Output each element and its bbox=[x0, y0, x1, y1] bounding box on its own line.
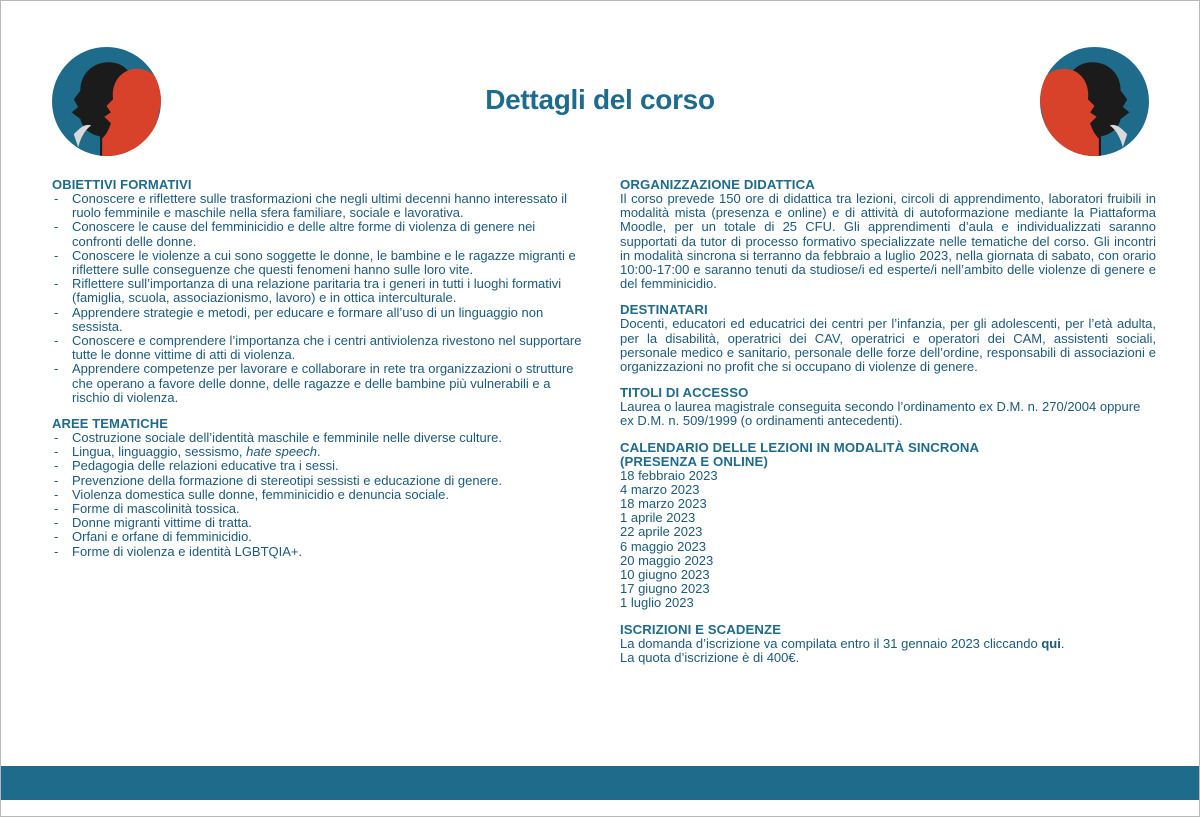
calendar-date: 4 marzo 2023 bbox=[620, 481, 700, 497]
access-section bbox=[620, 386, 1156, 428]
list-item: - Donne migranti vittime di tratta. bbox=[52, 516, 582, 530]
areas-heading: AREE TEMATICHE bbox=[52, 416, 168, 432]
objectives-list bbox=[52, 192, 582, 405]
access-heading: TITOLI DI ACCESSO bbox=[620, 385, 749, 401]
registration-text: La domanda d’iscrizione va compilata entro il 31 gennaio 2023 cliccando bbox=[620, 635, 1042, 651]
list-item: - Forme di violenza e identità LGBTQIA+. bbox=[52, 545, 582, 559]
list-item: - Costruzione sociale dell’identità maschile e femminile nelle diverse culture. bbox=[52, 431, 582, 445]
left-column bbox=[52, 178, 582, 571]
recipients-heading: DESTINATARI bbox=[620, 302, 708, 318]
list-item bbox=[52, 445, 582, 459]
organization-text: Il corso prevede 150 ore di didattica tra lezioni, circoli di apprendimento, laboratori fruibili in modalità mista (presenza e online) e di attività di autoformazione mediante la Piattaforma Moodle, per un totale di 25 CFU. Gli apprendimenti d’aula e individualizzati saranno supportati da tutor di processo formativo specializzate nelle tematiche del corso. Gli incontri in modalità sincrona si terranno da febbraio a luglio 2023, nella giornata di sabato, con orario 10:00-17:00 e saranno tenuti da studiose/i ed esperte/i nell’ambito delle violenze di genere e del femminicidio. bbox=[620, 191, 1156, 292]
list-item: - Conoscere e riflettere sulle trasformazioni che negli ultimi decenni hanno interessato il ruolo femminile e maschile nella sfera familiare, sociale e lavorativa. bbox=[52, 192, 582, 220]
list-item: - Riflettere sull’importanza di una relazione paritaria tra i generi in tutti i luoghi formativi (famiglia, scuola, associazionismo, lavoro) e in ottica interculturale. bbox=[52, 277, 582, 305]
registration-section bbox=[620, 623, 1156, 665]
list-item: - Orfani e orfane di femminicidio. bbox=[52, 530, 582, 544]
calendar-date: 20 maggio 2023 bbox=[620, 552, 714, 568]
list-item: - Forme di mascolinità tossica. bbox=[52, 502, 582, 516]
calendar-date: 17 giugno 2023 bbox=[620, 581, 710, 597]
calendar-date: 6 maggio 2023 bbox=[620, 538, 707, 554]
list-item-italic: hate speech bbox=[246, 444, 318, 460]
page-title: Dettagli del corso bbox=[485, 84, 715, 115]
calendar-date: 22 aprile 2023 bbox=[620, 524, 703, 540]
access-text: Laurea o laurea magistrale conseguita secondo l’ordinamento ex D.M. n. 270/2004 oppure ex D.M. n. 509/1999 (o ordinamenti antecedenti). bbox=[620, 399, 1141, 429]
organization-heading: ORGANIZZAZIONE DIDATTICA bbox=[620, 177, 815, 192]
organization-section bbox=[620, 178, 1156, 291]
calendar-dates bbox=[620, 469, 1156, 611]
right-column bbox=[620, 178, 1156, 677]
calendar-date: 1 luglio 2023 bbox=[620, 595, 694, 611]
registration-text: . bbox=[1060, 635, 1065, 651]
list-item-text: . bbox=[317, 444, 321, 460]
objectives-section bbox=[52, 178, 582, 405]
list-item: - Violenza domestica sulle donne, femminicidio e denuncia sociale. bbox=[52, 488, 582, 502]
list-item: - Prevenzione della formazione di stereotipi sessisti e educazione di genere. bbox=[52, 474, 582, 488]
areas-list bbox=[52, 431, 582, 559]
list-item: - Apprendere strategie e metodi, per educare e formare all’uso di un linguaggio non sessista. bbox=[52, 306, 582, 334]
footer-band bbox=[1, 766, 1199, 800]
calendar-date: 18 febbraio 2023 bbox=[620, 467, 718, 483]
list-item: - Conoscere e comprendere l’importanza che i centri antiviolenza rivestono nel supportare tutte le donne vittime di atti di violenza. bbox=[52, 334, 582, 362]
calendar-date: 10 giugno 2023 bbox=[620, 567, 710, 583]
list-item: - Conoscere le violenze a cui sono soggette le donne, le bambine e le ragazze migranti e riflettere sulle conseguenze che questi fenomeni hanno sulle loro vite. bbox=[52, 249, 582, 277]
registration-fee: La quota d’iscrizione è di 400€. bbox=[620, 649, 800, 665]
areas-section bbox=[52, 417, 582, 559]
calendar-date: 1 aprile 2023 bbox=[620, 510, 696, 526]
calendar-subheading: (PRESENZA E ONLINE) bbox=[620, 453, 768, 469]
registration-link[interactable]: qui bbox=[1041, 635, 1061, 651]
list-item-text: Lingua, linguaggio, sessismo, bbox=[72, 444, 247, 460]
calendar-date: 18 marzo 2023 bbox=[620, 496, 707, 512]
calendar-section bbox=[620, 441, 1156, 611]
recipients-text: Docenti, educatori ed educatrici dei centri per l’infanzia, per gli adolescenti, per l’età adulta, per la disabilità, operatrici dei CAV, operatrici e operatori dei CAM, assistenti sociali, personale medico e sanitario, personale delle forze dell’ordine, responsabili di associazioni e organizzazioni no profit che si occupano di violenze di genere. bbox=[620, 316, 1156, 375]
objectives-heading: OBIETTIVI FORMATIVI bbox=[52, 177, 192, 192]
registration-heading: ISCRIZIONI E SCADENZE bbox=[620, 621, 782, 637]
list-item: - Pedagogia delle relazioni educative tra i sessi. bbox=[52, 459, 582, 473]
registration-line-1 bbox=[620, 637, 1156, 651]
list-item: - Apprendere competenze per lavorare e collaborare in rete tra organizzazioni o strutture che operano a favore delle donne, delle ragazze e delle bambine più vulnerabili e a rischio di violenza. bbox=[52, 362, 582, 405]
recipients-section bbox=[620, 303, 1156, 374]
list-item: - Conoscere le cause del femminicidio e delle altre forme di violenza di genere nei confronti delle donne. bbox=[52, 220, 582, 248]
calendar-heading: CALENDARIO DELLE LEZIONI IN MODALITÀ SINCRONA bbox=[620, 439, 980, 455]
